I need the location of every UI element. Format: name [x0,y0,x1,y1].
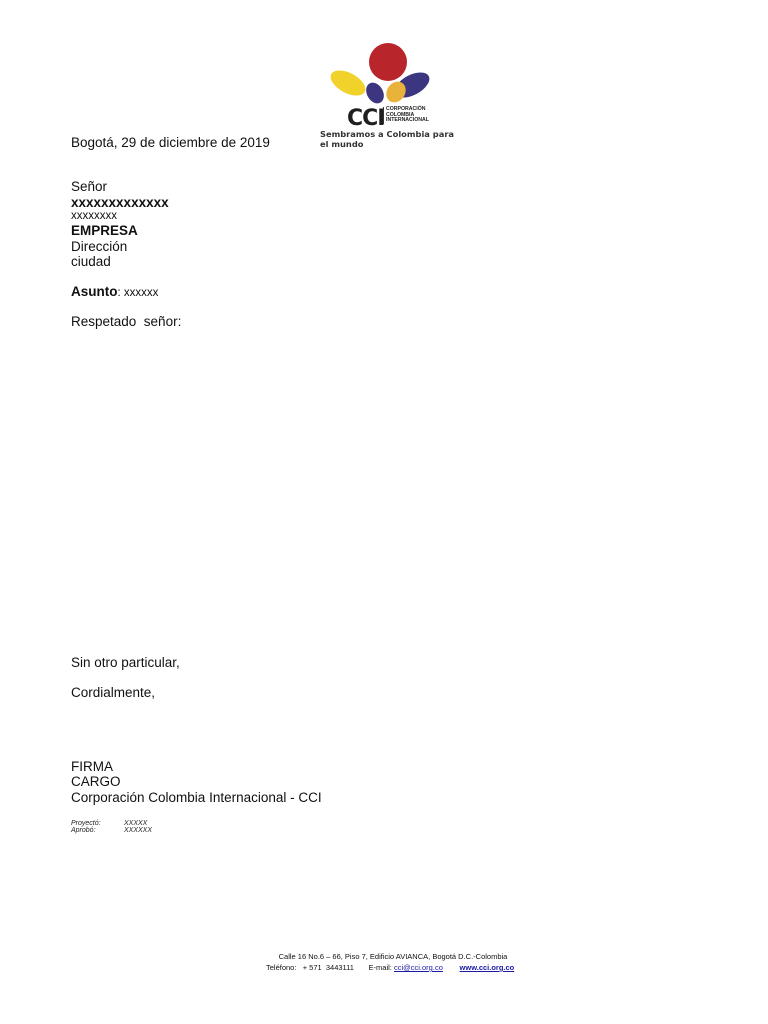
logo-name-line: INTERNACIONAL [386,117,429,123]
logo-name-line: COLOMBIA [386,111,415,118]
recipient-address: Dirección [71,239,128,254]
subject-line [71,284,158,301]
subject-label: Asunto [71,284,118,299]
logo-mark: CCI [347,106,385,131]
salutation-title: Señor [71,179,108,194]
subject-value: : xxxxxx [117,287,159,299]
cci-logo [316,40,464,149]
signer-organization: Corporación Colombia Internacional - CCI [71,790,322,805]
logo-purple-inner [363,79,388,106]
signer-position: CARGO [71,774,121,789]
closing-1: Sin otro particular, [71,655,180,670]
logo-name-line: CORPORACIÓN [386,106,426,112]
closing-2: Cordialmente, [71,685,156,700]
footer-phone-label: Teléfono: [266,963,297,972]
logo-tagline: Sembramos a Colombia para el mundo [320,129,455,149]
prepared-value: XXXXX [124,820,148,827]
footer-email-link[interactable]: cci@cci.org.co [393,963,443,972]
logo-yellow-leaf [327,65,370,100]
footer-address: Calle 16 No.6 – 66, Piso 7, Edificio AVIANCA, Bogotá D.C.-Colombia [278,952,508,961]
footer-email-label: E-mail: [368,963,392,972]
greeting: Respetado señor: [71,314,182,329]
prepared-label: Proyectó: [71,820,101,827]
place-date: Bogotá, 29 de diciembre de 2019 [71,135,270,150]
approved-value: XXXXXX [124,827,153,834]
recipient-city: ciudad [71,254,111,269]
signature: FIRMA [71,759,113,774]
logo-red-circle [369,43,407,81]
recipient-position: xxxxxxxx [71,210,117,222]
approved-label: Aprobó: [71,827,96,834]
cci-logo-graphic [316,40,464,140]
recipient-company: EMPRESA [71,223,138,238]
footer-contact [266,963,514,972]
logo-name [383,107,429,124]
recipient-name: xxxxxxxxxxxxx [71,195,169,210]
footer-phone-value: + 571 3443111 [302,963,354,972]
footer-website-link[interactable]: www.cci.org.co [459,963,515,972]
